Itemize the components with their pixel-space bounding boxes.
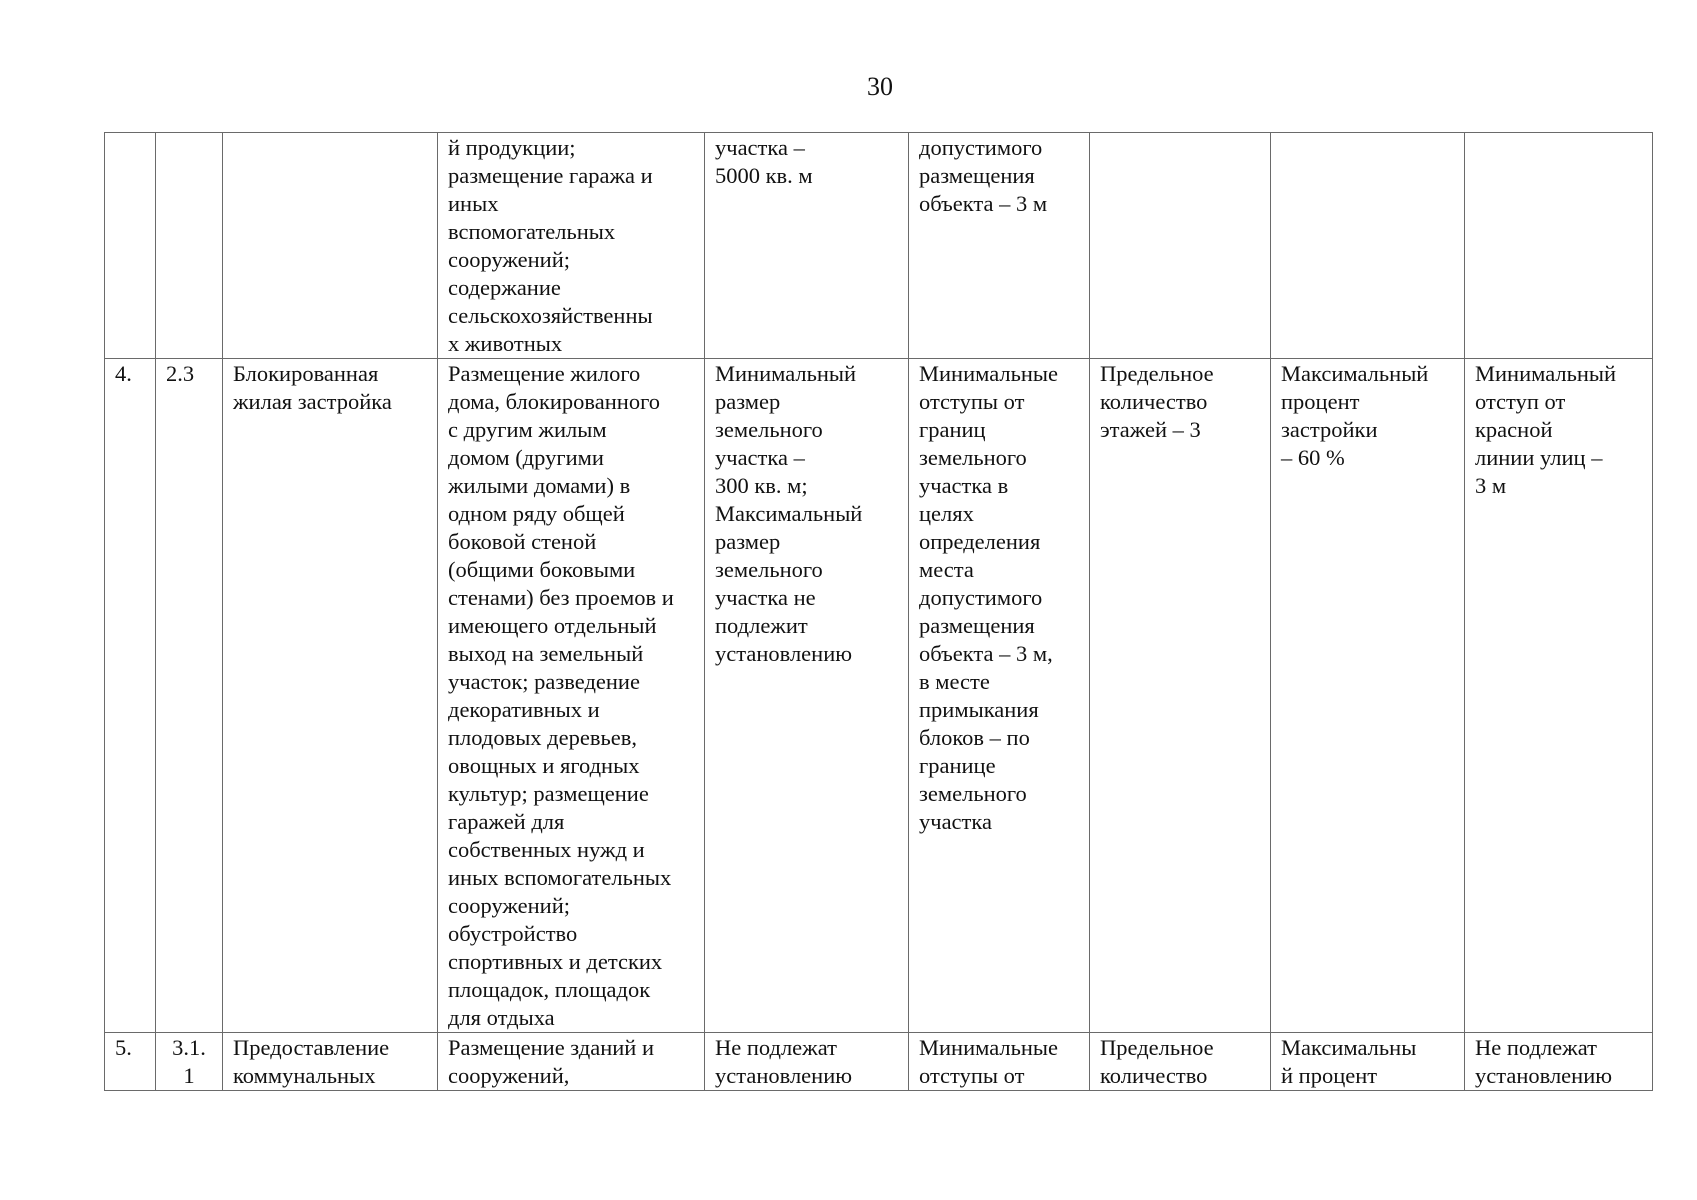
- cell-plot-size: участка – 5000 кв. м: [705, 133, 909, 359]
- cell-description: Размещение жилого дома, блокированного с другим жилым домом (другими жилыми домами) в одном ряду общей боковой стеной (общими боковыми стенами) без проемов и имеющего отдельный выход на земельный участок; разведение декоративных и плодовых деревьев, овощных и ягодных культур; размещение гаражей для собственных нужд и иных вспомогательных сооружений; обустройство спортивных и детских площадок, площадок для отдыха: [438, 359, 705, 1033]
- cell-setbacks: Минимальные отступы от: [909, 1033, 1090, 1091]
- cell-code: 3.1. 1: [156, 1033, 223, 1091]
- cell-number: [105, 133, 156, 359]
- page-number: 30: [867, 72, 893, 101]
- cell-coverage: [1271, 133, 1465, 359]
- cell-use-name: [223, 133, 438, 359]
- cell-description: Размещение зданий и сооружений,: [438, 1033, 705, 1091]
- cell-use-name: Блокированная жилая застройка: [223, 359, 438, 1033]
- cell-red-line: [1465, 133, 1653, 359]
- cell-coverage: Максимальны й процент: [1271, 1033, 1465, 1091]
- cell-setbacks: допустимого размещения объекта – 3 м: [909, 133, 1090, 359]
- cell-floors: [1090, 133, 1271, 359]
- cell-floors: Предельное количество этажей – 3: [1090, 359, 1271, 1033]
- cell-number: 4.: [105, 359, 156, 1033]
- cell-use-name: Предоставление коммунальных: [223, 1033, 438, 1091]
- cell-plot-size: Минимальный размер земельного участка – 300 кв. м; Максимальный размер земельного участка не подлежит установлению: [705, 359, 909, 1033]
- cell-red-line: Минимальный отступ от красной линии улиц – 3 м: [1465, 359, 1653, 1033]
- cell-code: [156, 133, 223, 359]
- cell-code: 2.3: [156, 359, 223, 1033]
- cell-plot-size: Не подлежат установлению: [705, 1033, 909, 1091]
- cell-description: й продукции; размещение гаража и иных вспомогательных сооружений; содержание сельскохозяйственны х животных: [438, 133, 705, 359]
- table-row: [105, 133, 1653, 359]
- table-row: [105, 359, 1653, 1033]
- cell-coverage: Максимальный процент застройки – 60 %: [1271, 359, 1465, 1033]
- cell-floors: Предельное количество: [1090, 1033, 1271, 1091]
- table-row: [105, 1033, 1653, 1091]
- cell-red-line: Не подлежат установлению: [1465, 1033, 1653, 1091]
- zoning-regulations-table: [104, 132, 1653, 1091]
- cell-setbacks: Минимальные отступы от границ земельного участка в целях определения места допустимого размещения объекта – 3 м, в месте примыкания блоков – по границе земельного участка: [909, 359, 1090, 1033]
- cell-number: 5.: [105, 1033, 156, 1091]
